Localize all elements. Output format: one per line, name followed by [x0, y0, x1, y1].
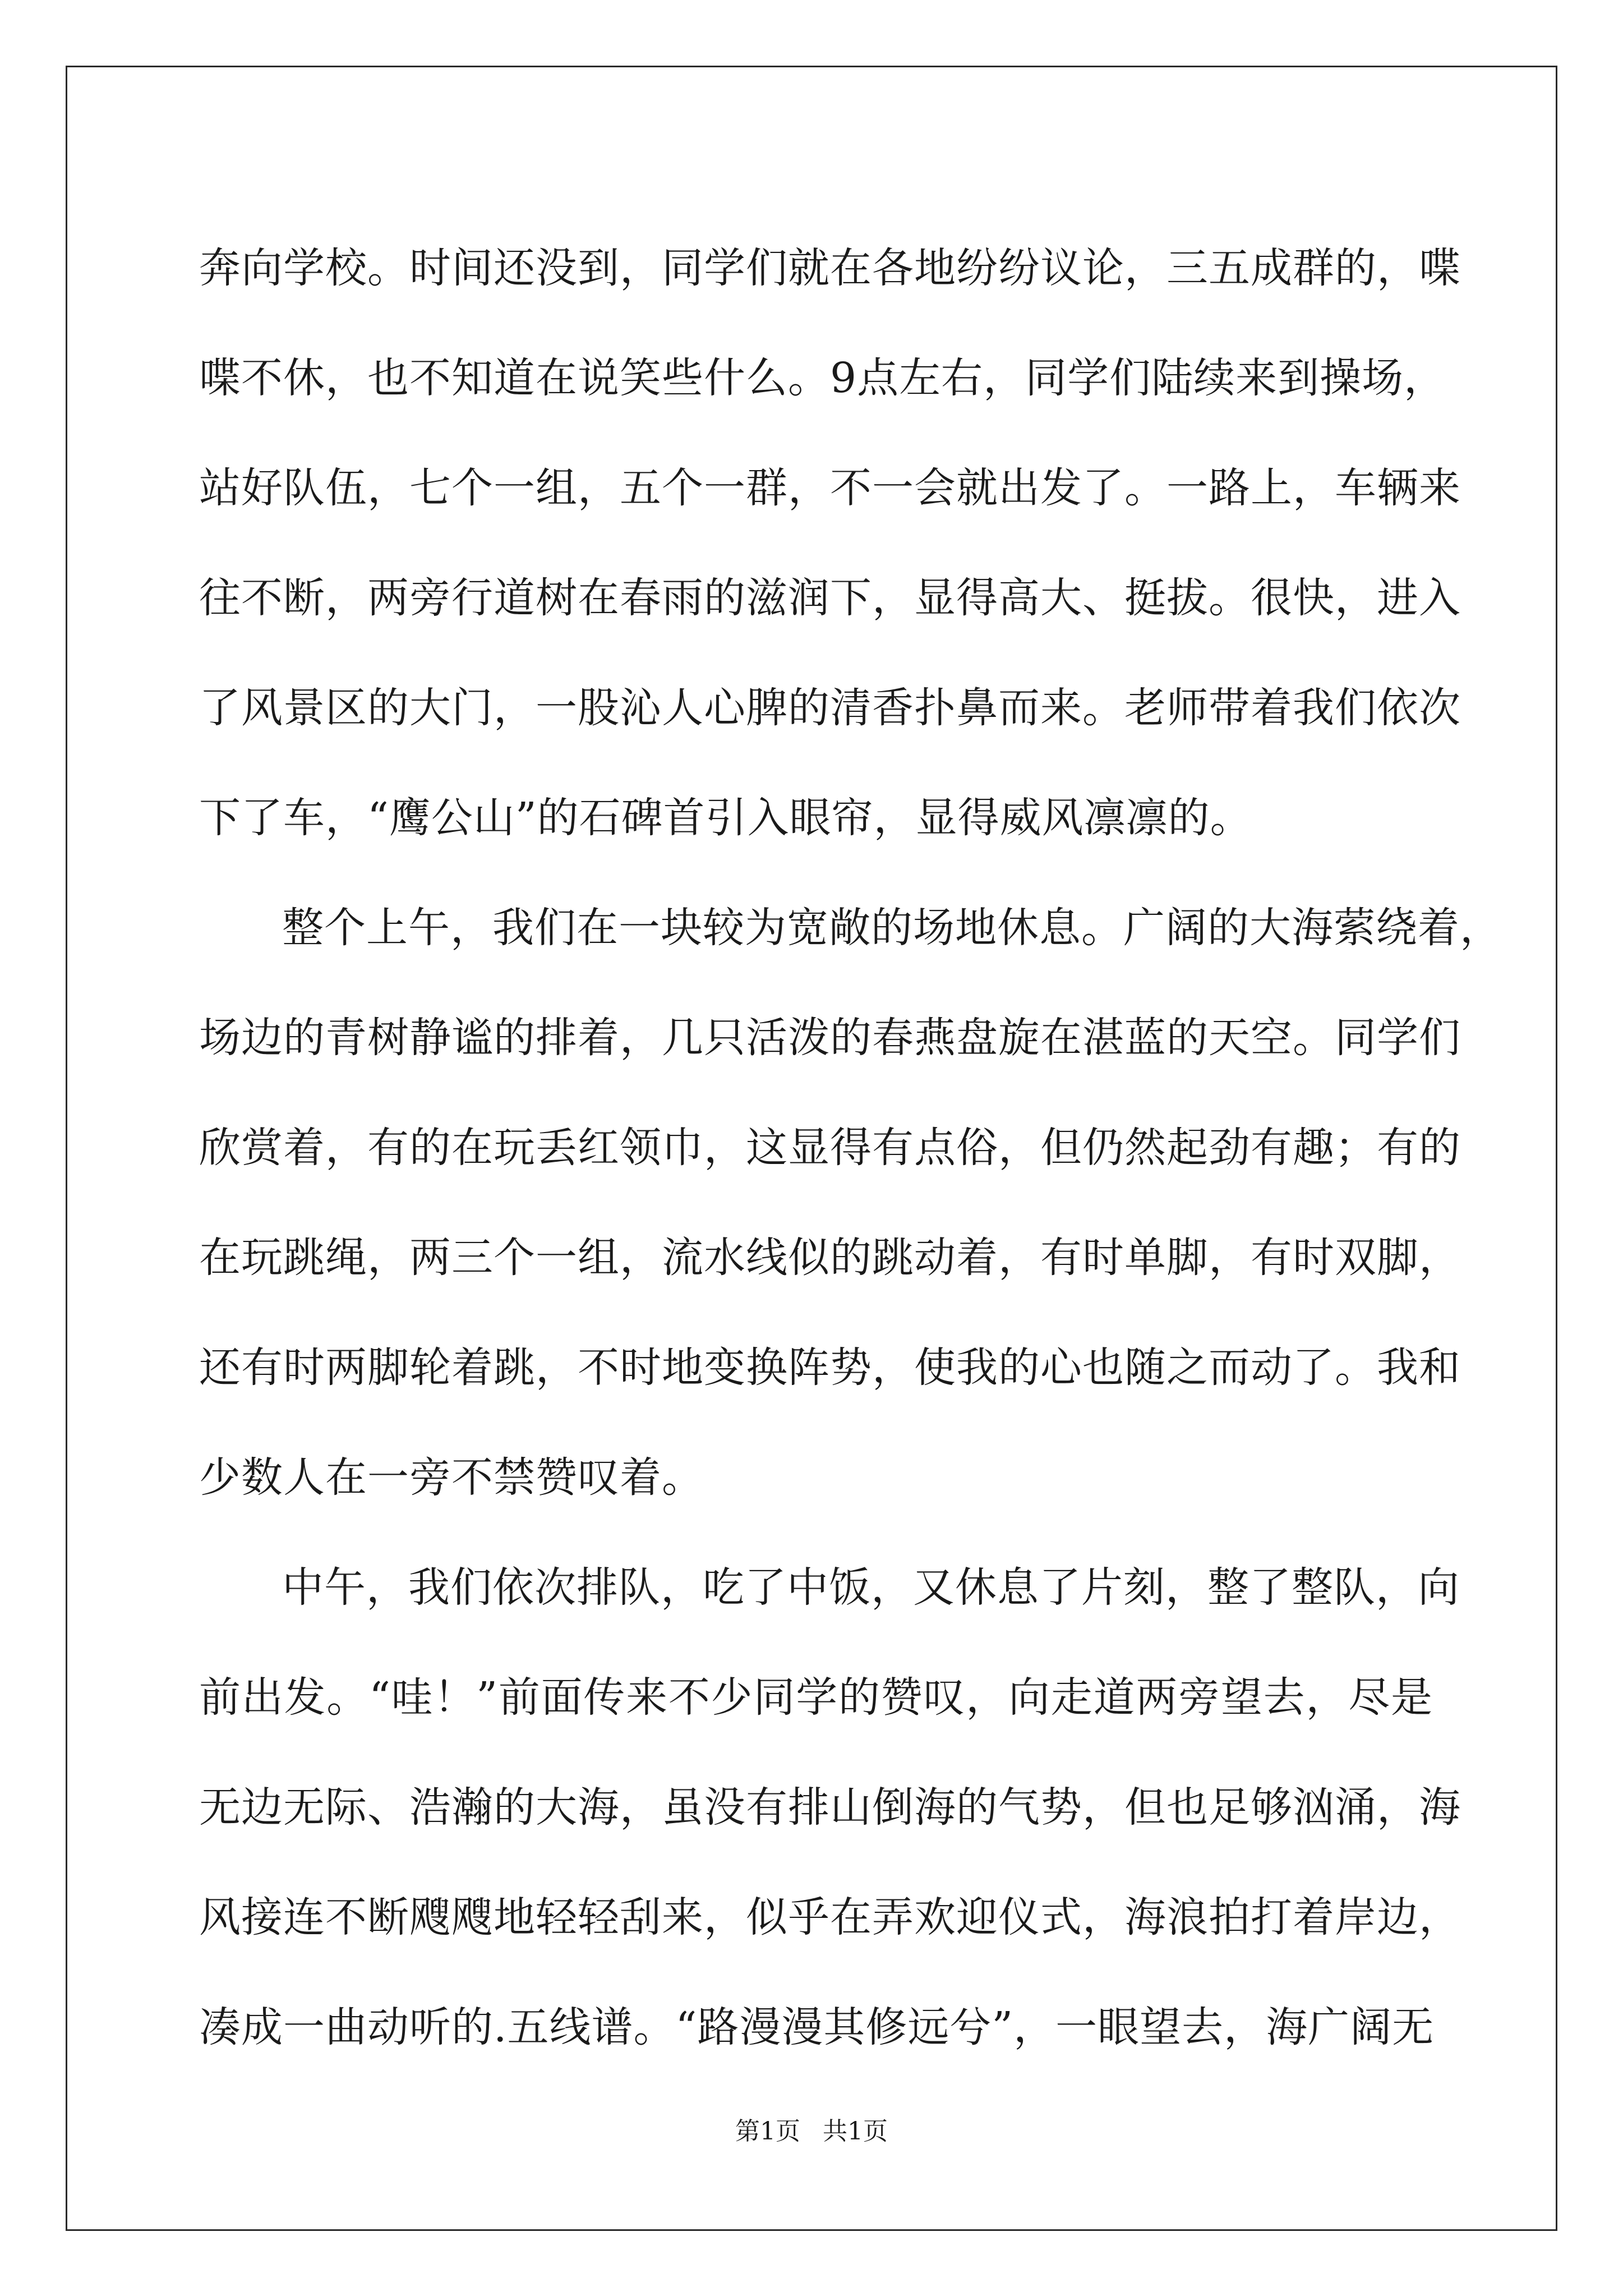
text-line: 在玩跳绳，两三个一组，流水线似的跳动着，有时单脚，有时双脚， — [199, 1234, 1461, 1282]
text-line: 欣赏着，有的在玩丢红领巾，这显得有点俗，但仍然起劲有趣；有的 — [199, 1124, 1461, 1172]
text-line: 风接连不断飕飕地轻轻刮来，似乎在弄欢迎仪式，海浪拍打着岸边， — [199, 1893, 1461, 1941]
page-total: 共1页 — [823, 2117, 888, 2146]
text-line: 往不断，两旁行道树在春雨的滋润下，显得高大、挺拔。很快，进入 — [199, 574, 1461, 622]
text-line: 少数人在一旁不禁赞叹着。 — [199, 1453, 704, 1502]
text-line: 下了车，“鹰公山”的石碑首引入眼帘，显得威风凛凛的。 — [199, 794, 1252, 842]
text-line: 还有时两脚轮着跳，不时地变换阵势，使我的心也随之而动了。我和 — [199, 1343, 1461, 1392]
text-line: 场边的青树静谧的排着，几只活泼的春燕盘旋在湛蓝的天空。同学们 — [199, 1014, 1461, 1062]
text-line: 站好队伍，七个一组，五个一群，不一会就出发了。一路上，车辆来 — [199, 464, 1461, 512]
page-footer — [0, 2115, 1623, 2148]
page-number: 第1页 — [735, 2117, 800, 2146]
text-line: 凑成一曲动听的.五线谱。“路漫漫其修远兮”，一眼望去，海广阔无 — [199, 2003, 1435, 2051]
document-body — [199, 213, 1502, 2082]
text-line: 前出发。“哇！”前面传来不少同学的赞叹，向走道两旁望去，尽是 — [199, 1673, 1433, 1722]
text-line: 了风景区的大门，一股沁人心脾的清香扑鼻而来。老师带着我们依次 — [199, 684, 1461, 732]
text-line: 喋不休，也不知道在说笑些什么。9点左右，同学们陆续来到操场， — [199, 354, 1446, 402]
paragraph-first-line: 整个上午，我们在一块较为宽敞的场地休息。广阔的大海萦绕着， — [282, 904, 1502, 952]
text-line: 无边无际、浩瀚的大海，虽没有排山倒海的气势，但也足够汹涌，海 — [199, 1783, 1461, 1832]
paragraph-first-line: 中午，我们依次排队，吃了中饭，又休息了片刻，整了整队，向 — [282, 1563, 1460, 1612]
text-line: 奔向学校。时间还没到，同学们就在各地纷纷议论，三五成群的，喋 — [199, 244, 1461, 292]
